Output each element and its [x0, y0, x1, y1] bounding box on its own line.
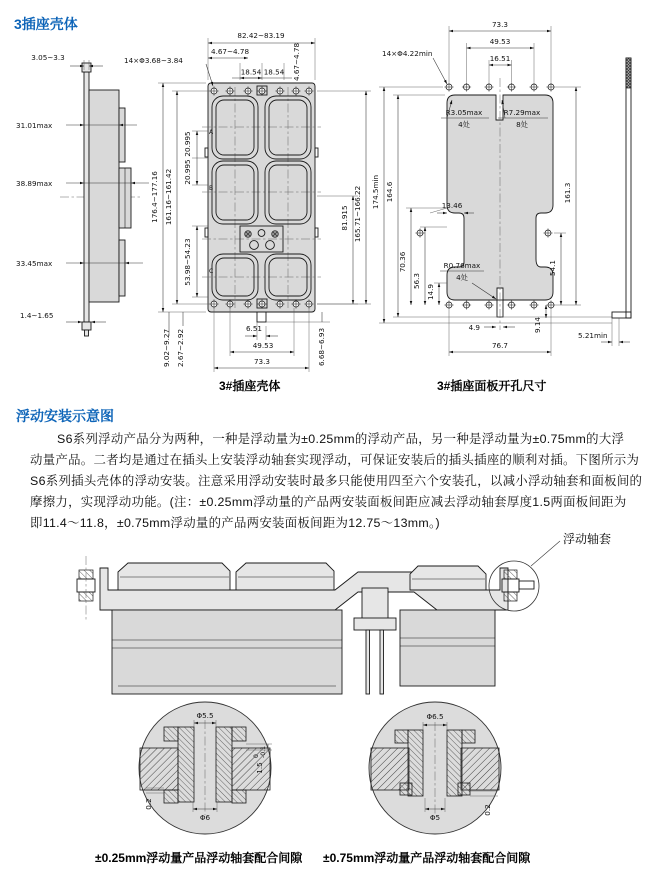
- dim-side-w1: 31.01max: [16, 121, 53, 130]
- section-title-housing: 3插座壳体: [14, 16, 78, 32]
- caption-panel-cutout: 3#插座面板开孔尺寸: [437, 379, 547, 393]
- dim-fig2-mid: 53.98~54.23: [183, 238, 192, 286]
- dim-fig3-ra: R3.05max: [445, 108, 483, 117]
- dim-fig3-side: 5.21min: [578, 331, 608, 340]
- dim-fig6-right: 0.2: [483, 804, 492, 816]
- fig-detail-025: [139, 702, 272, 834]
- dim-fig3-m1: 70.36: [398, 251, 407, 273]
- dim-fig3-b1: 4.9: [468, 323, 480, 332]
- fig-panel-cutout: [371, 20, 631, 356]
- dim-fig3-t3: 16.51: [489, 54, 511, 63]
- dim-side-b: 1.4~1.65: [20, 311, 54, 320]
- dim-fig2-r1: 81.915: [340, 205, 349, 231]
- detail-circle-marker: [489, 561, 539, 611]
- dim-fig3-l2: 164.6: [385, 181, 394, 203]
- dim-fig3-m2: 56.3: [412, 272, 421, 290]
- dim-fig2-bl2: 2.67~2.92: [176, 328, 185, 368]
- dim-side-w2: 38.89max: [16, 179, 53, 188]
- paragraph-line: 摩擦力，实现浮动功能。(注：±0.25mm浮动量的产品两安装面板间距应减去浮动轴套厚度1.5两面板间距为: [30, 495, 627, 509]
- dim-fig3-r3: 9.14: [533, 316, 542, 334]
- fig3-panel-side-view: [578, 58, 631, 346]
- dim-fig5-val: 1.5: [255, 762, 264, 774]
- dim-fig3-callout: 14×Φ4.22min: [382, 49, 433, 58]
- dim-fig5-tol-lo: -0.1: [260, 745, 267, 758]
- dim-fig2-b1: 6.51: [245, 324, 263, 333]
- dim-fig2-callout: 14×Φ3.68~3.84: [124, 56, 183, 65]
- dim-fig5-left: 0.2: [144, 798, 153, 810]
- dim-fig5-bottom: Φ6: [199, 813, 211, 822]
- dim-fig2-p2: 18.54: [240, 67, 262, 77]
- dim-side-top: 3.05~3.3: [31, 53, 65, 62]
- dim-fig3-r1: 161.3: [563, 182, 572, 204]
- paragraph-line: S6系列插头壳体的浮动安装。注意采用浮动安装时最多只能使用四至六个安装孔，以减小浮动轴套和面板间的: [30, 474, 643, 488]
- dim-fig3-ran: 4处: [458, 120, 470, 129]
- caption-detail-075: ±0.75mm浮动量产品浮动轴套配合间隙: [323, 851, 531, 865]
- dim-fig2-p1r: 4.67~4.78: [292, 42, 301, 82]
- section-title-floating-mount: 浮动安装示意图: [16, 408, 114, 424]
- label-floating-bushing: 浮动轴套: [563, 532, 612, 546]
- dim-fig3-m3: 14.9: [426, 283, 435, 301]
- dim-fig3-r2: 54.1: [548, 259, 557, 277]
- dim-fig2-p1: 4.67~4.78: [211, 47, 250, 56]
- fig-detail-075: [369, 702, 501, 834]
- bushing-left: [77, 556, 95, 622]
- fig-housing-side-view: [16, 53, 149, 336]
- fig-housing-front-view: [124, 31, 371, 372]
- paragraph-line: S6系列浮动产品分为两种，一种是浮动量为±0.25mm的浮动产品，另一种是浮动量为±0.75mm的大浮: [57, 432, 625, 446]
- zone-b: B: [209, 185, 214, 192]
- fig-floating-mount-section: [77, 541, 560, 694]
- dim-fig2-h2: 161.16~161.42: [164, 168, 173, 226]
- caption-detail-025: ±0.25mm浮动量产品浮动轴套配合间隙: [95, 851, 303, 865]
- dim-fig2-bl1: 9.02~9.27: [162, 328, 171, 368]
- dim-fig2-h1: 176.4~177.16: [150, 171, 159, 223]
- dim-fig6-top: Φ6.5: [426, 712, 444, 721]
- dim-fig3-l1: 174.5min: [371, 174, 380, 210]
- dim-fig3-t1: 73.3: [491, 20, 509, 29]
- dim-fig6-bottom: Φ5: [429, 813, 441, 822]
- zone-a: A: [209, 129, 214, 136]
- dim-fig3-rcn: 4处: [456, 273, 468, 282]
- dim-fig2-m1: 20.995: [183, 131, 192, 157]
- dim-fig2-b3: 73.3: [253, 357, 271, 366]
- dim-fig2-m2: 20.995: [183, 159, 192, 185]
- dim-fig5-tol-hi: 0: [253, 754, 260, 758]
- paragraph-line: 动量产品。二者均是通过在插头上安装浮动轴套实现浮动，可保证安装后的插头插座的顺利对插。下图所示为: [30, 453, 640, 467]
- dim-fig3-rbn: 8处: [516, 120, 528, 129]
- dim-fig2-b2: 49.53: [252, 341, 274, 350]
- dim-fig3-neck: 13.46: [441, 201, 463, 210]
- dim-fig3-rc: R0.76max: [443, 261, 481, 270]
- dim-fig3-t2: 49.53: [489, 37, 511, 46]
- dim-fig2-br: 6.68~6.93: [317, 327, 326, 367]
- dim-fig3-rb: R7.29max: [503, 108, 541, 117]
- dim-fig2-width: 82.42~83.19: [237, 31, 285, 40]
- dim-side-w3: 33.45max: [16, 259, 53, 268]
- caption-housing-front: 3#插座壳体: [219, 379, 281, 393]
- dim-fig2-r2: 165.71~166.22: [353, 185, 362, 243]
- dim-fig3-b2: 76.7: [491, 341, 509, 350]
- paragraph-line: 即11.4～11.8，±0.75mm浮动量的产品两安装面板间距为12.75～13mm。): [30, 516, 440, 530]
- dim-fig5-top: Φ5.5: [196, 711, 214, 720]
- dim-fig2-p3: 18.54: [263, 67, 285, 77]
- zone-c: C: [209, 268, 214, 275]
